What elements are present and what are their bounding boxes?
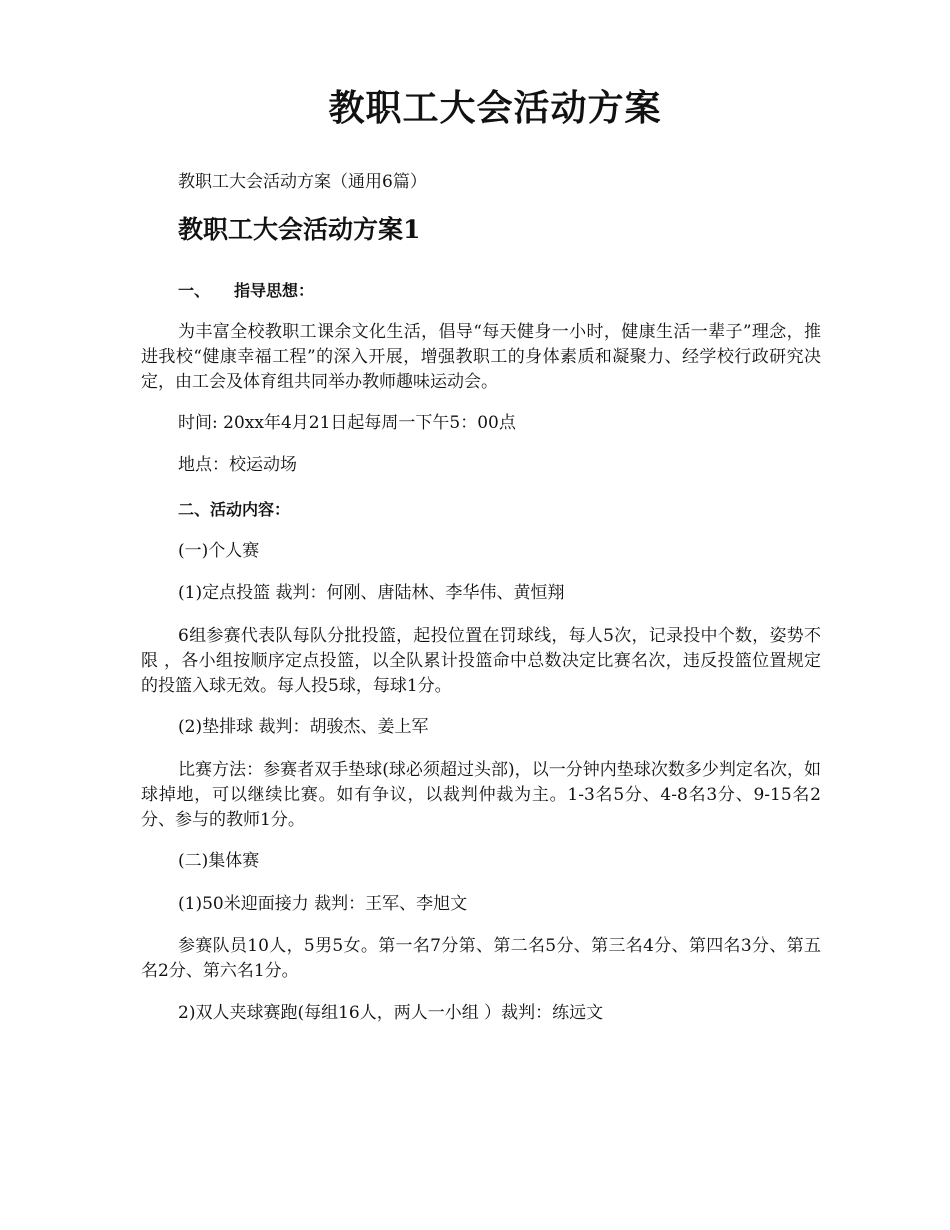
paragraph-volleyball-rules: 比赛方法：参赛者双手垫球(球必须超过头部)，以一分钟内垫球次数多少判定名次，如球掉地，可以继续比赛。如有争议，以裁判仲裁为主。1-3名5分、4-8名3分、9-15名2分、参与的教师1分。 xyxy=(141,760,821,830)
item-fixed-shooting: (1)定点投篮 裁判：何刚、唐陆林、李华伟、黄恒翔 xyxy=(178,583,565,603)
item-ball-race: 2)双人夹球赛跑(每组16人，两人一小组 ）裁判：练远文 xyxy=(178,1003,604,1023)
time-line: 时间: 20xx年4月21日起每周一下午5：00点 xyxy=(178,413,516,433)
paragraph-shooting-rules: 6组参赛代表队每队分批投篮，起投位置在罚球线，每人5次，记录投中个数，姿势不限 ，各小组按顺序定点投篮，以全队累计投篮命中总数决定比赛名次，违反投篮位置规定的投篮入球无效。每人投5球，每球1分。 xyxy=(141,626,821,696)
heading-text: 指导思想： xyxy=(234,281,315,300)
paragraph-relay-rules: 参赛队员10人，5男5女。第一名7分第、第二名5分、第三名4分、第四名3分、第五名2分、第六名1分。 xyxy=(141,936,821,981)
item-relay: (1)50米迎面接力 裁判：王军、李旭文 xyxy=(178,894,468,914)
section-title: 教职工大会活动方案1 xyxy=(178,215,421,244)
item-volleyball: (2)垫排球 裁判：胡骏杰、姜上军 xyxy=(178,717,429,737)
paragraph-purpose: 为丰富全校教职工课余文化生活，倡导“每天健身一小时，健康生活一辈子”理念，推进我校“健康幸福工程”的深入开展，增强教职工的身体素质和凝聚力、经学校行政研究决定，由工会及体育组共同举办教师趣味运动会。 xyxy=(141,322,821,392)
subheading-group: (二)集体赛 xyxy=(178,851,260,871)
place-line: 地点：校运动场 xyxy=(178,455,297,475)
heading-activity-content: 二、活动内容： xyxy=(178,500,291,519)
heading-number: 一、 xyxy=(178,281,211,300)
heading-guiding-thought xyxy=(141,278,858,303)
subheading-individual: (一)个人赛 xyxy=(178,541,260,561)
document-title: 教职工大会活动方案 xyxy=(328,87,662,129)
intro-line: 教职工大会活动方案（通用6篇） xyxy=(178,172,427,192)
